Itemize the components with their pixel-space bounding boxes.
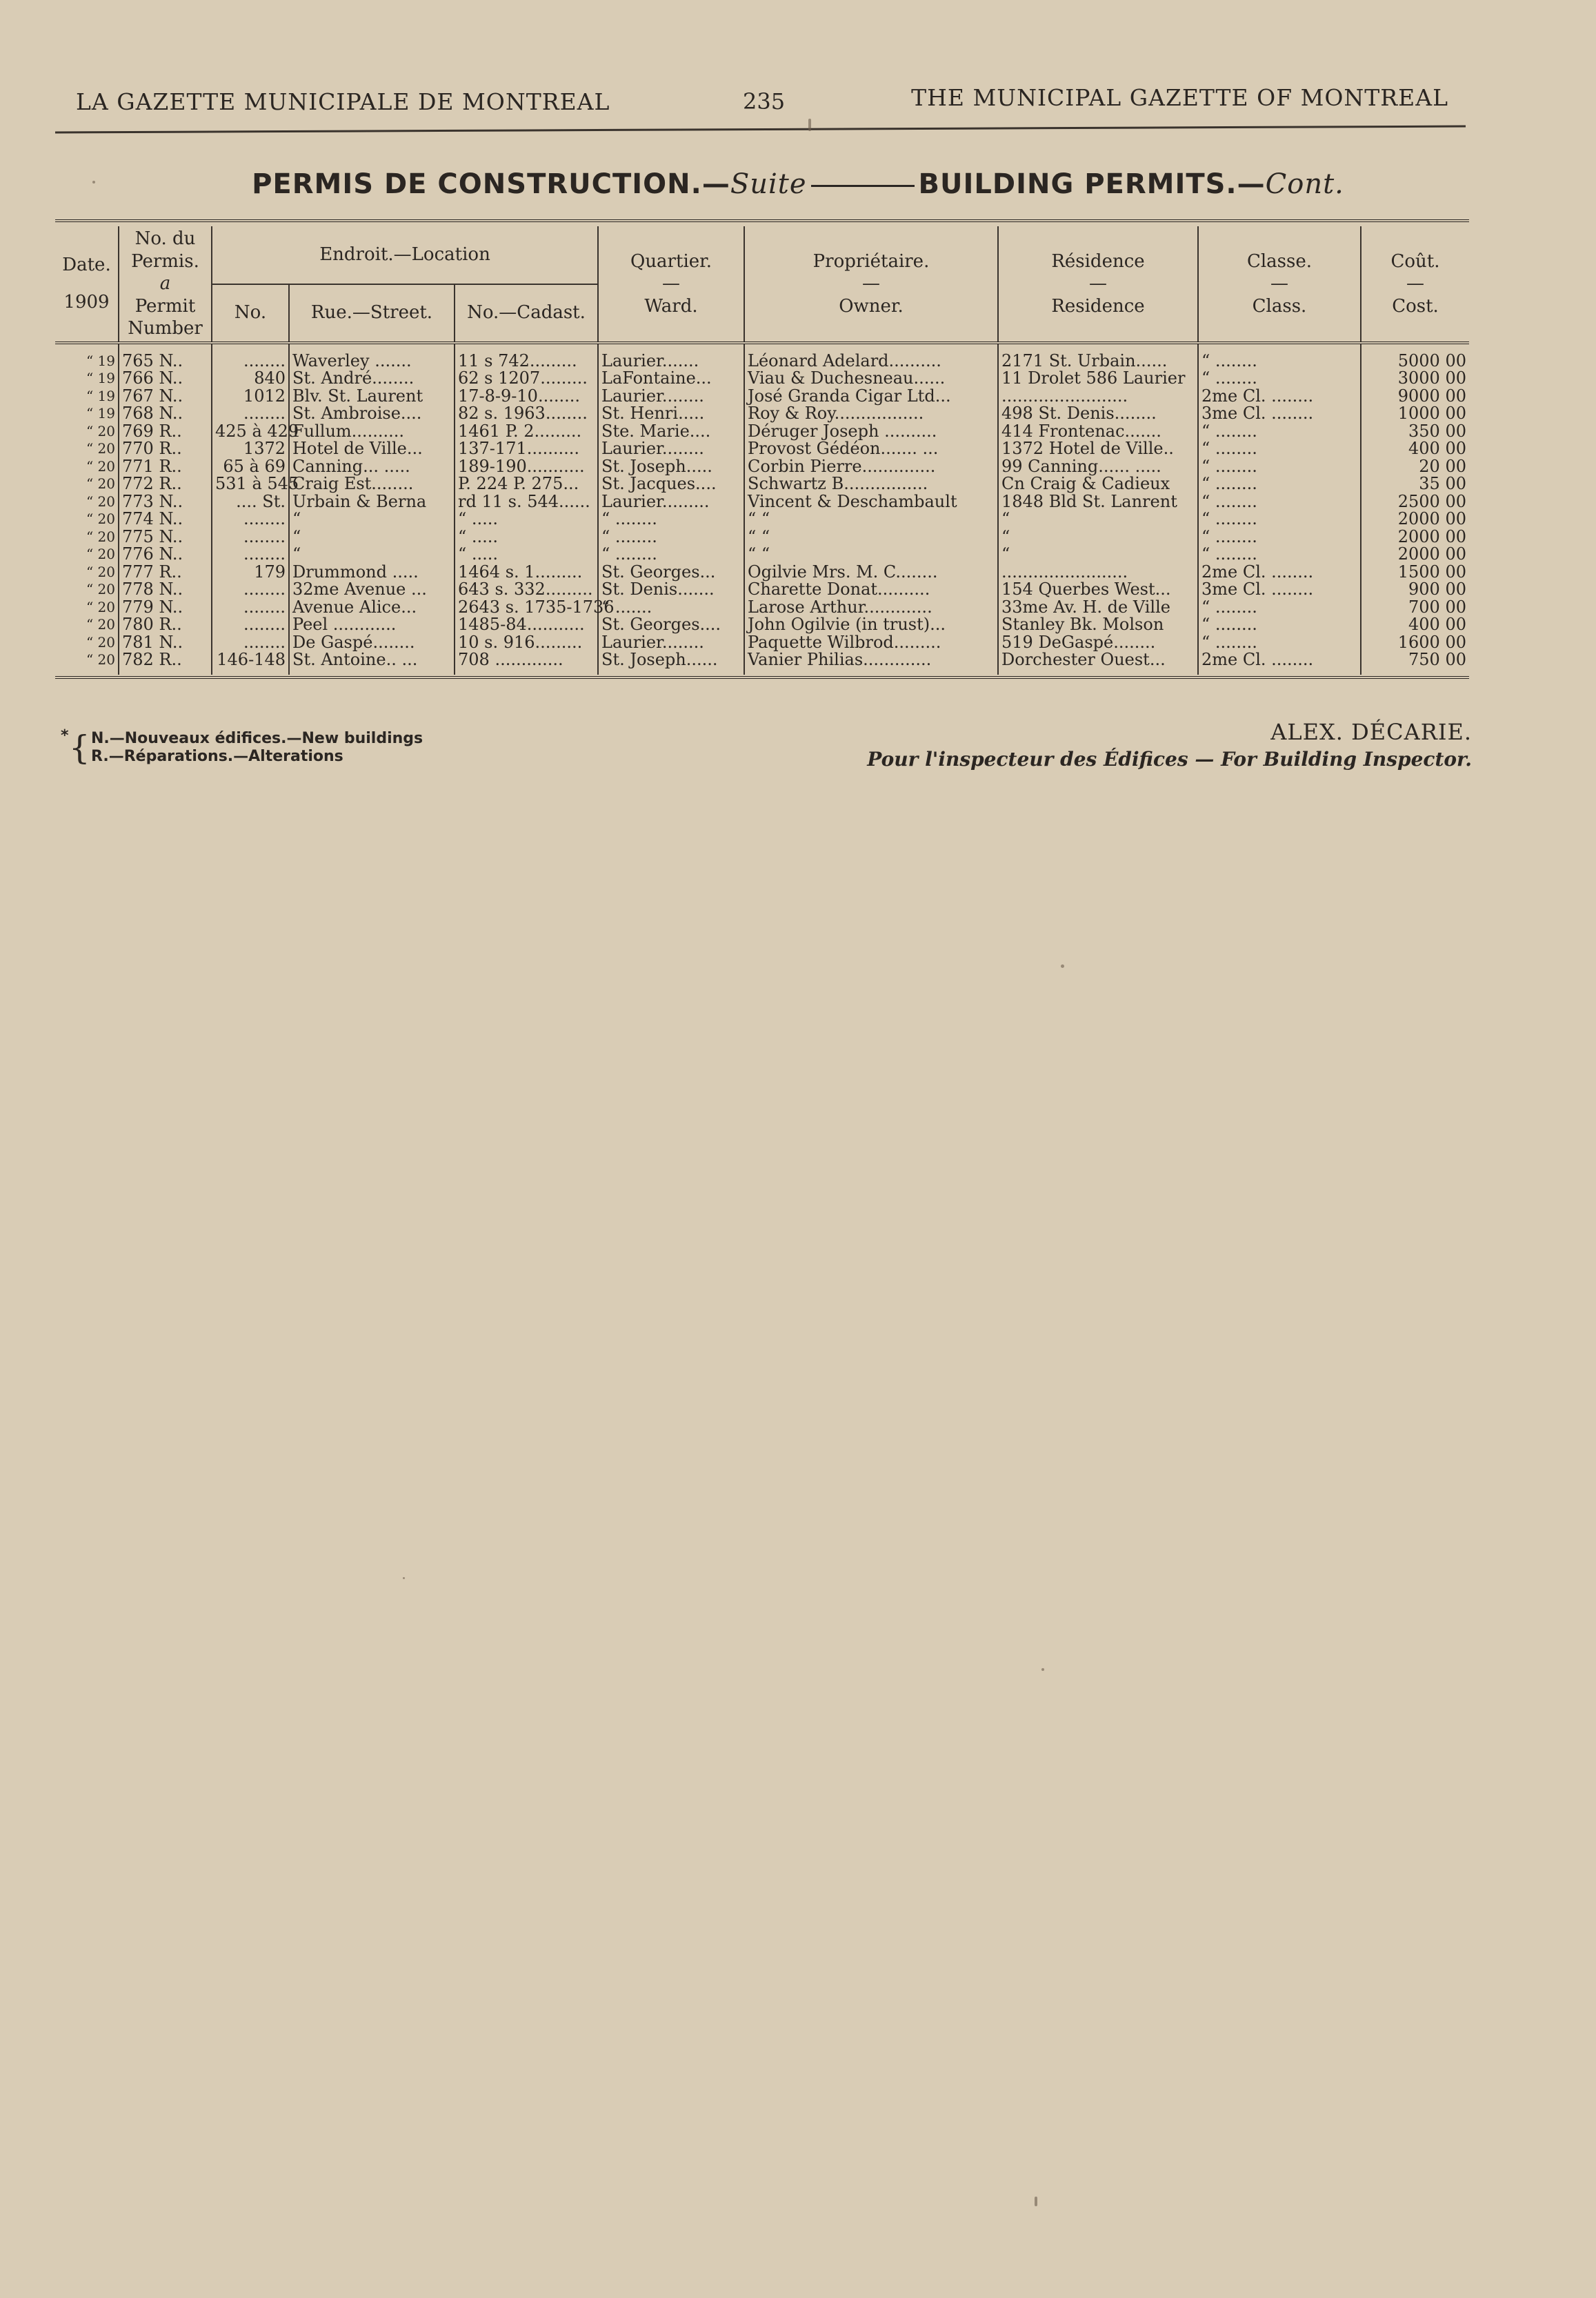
- street-cell: “: [289, 511, 455, 528]
- street-number-cell: 146-148: [212, 651, 289, 675]
- street-cell: St. André........: [289, 370, 455, 388]
- table-row: [55, 511, 1469, 528]
- table-row: [55, 405, 1469, 423]
- residence-cell: Dorchester Ouest...: [998, 651, 1198, 675]
- class-cell: “ ........: [1198, 511, 1361, 528]
- ward-cell: Laurier.........: [598, 493, 744, 511]
- cadastre-cell: “ .....: [455, 511, 598, 528]
- permit-number-cell: 766 N..: [119, 370, 212, 388]
- table-row: [55, 370, 1469, 388]
- ward-cell: St. Joseph......: [598, 651, 744, 675]
- table-row: [55, 440, 1469, 458]
- residence-cell: 1372 Hotel de Ville..: [998, 440, 1198, 458]
- date-cell: “ 19: [86, 352, 115, 369]
- class-cell: “ ........: [1198, 458, 1361, 476]
- cost-cell: 35 00: [1361, 475, 1469, 493]
- date-cell: “ 20: [86, 633, 115, 651]
- date-cell: “ 20: [86, 528, 115, 545]
- street-number-cell: 425 à 429: [212, 423, 289, 441]
- footnote-brace: {: [69, 729, 90, 767]
- cadastre-cell: 708 .............: [455, 651, 598, 675]
- table-row: [55, 564, 1469, 582]
- permit-number-cell: 771 R..: [119, 458, 212, 476]
- ward-cell: Laurier........: [598, 388, 744, 406]
- street-number-cell: 1012: [212, 388, 289, 406]
- residence-cell: “: [998, 511, 1198, 528]
- cost-cell: 20 00: [1361, 458, 1469, 476]
- date-cell: “ 20: [86, 511, 115, 527]
- cadastre-cell: 1464 s. 1.........: [455, 564, 598, 582]
- table-body: [55, 343, 1469, 675]
- date-cell: “ 20: [86, 475, 115, 492]
- street-number-cell: ........: [212, 599, 289, 617]
- permit-number-cell: 776 N..: [119, 546, 212, 564]
- date-cell: “ 19: [86, 405, 115, 422]
- street-cell: St. Ambroise....: [289, 405, 455, 423]
- footnote-new-buildings: N.—Nouveaux édifices.—New buildings: [91, 730, 423, 747]
- street-number-cell: ........: [212, 528, 289, 546]
- header-location: Endroit.—Location: [212, 226, 598, 284]
- street-number-cell: ........: [212, 405, 289, 423]
- permits-table: [55, 226, 1469, 675]
- cadastre-cell: rd 11 s. 544......: [455, 493, 598, 511]
- cadastre-cell: 17-8-9-10........: [455, 388, 598, 406]
- cost-cell: 900 00: [1361, 581, 1469, 599]
- cadastre-cell: 643 s. 332.........: [455, 581, 598, 599]
- table-row: [55, 546, 1469, 564]
- class-cell: 3me Cl. ........: [1198, 405, 1361, 423]
- street-number-cell: ........: [212, 616, 289, 634]
- cost-cell: 400 00: [1361, 616, 1469, 634]
- title-en-suffix: Cont.: [1265, 168, 1344, 200]
- permit-number-cell: 769 R..: [119, 423, 212, 441]
- date-cell: “ 20: [86, 651, 115, 668]
- class-cell: “ ........: [1198, 370, 1361, 388]
- class-cell: “ ........: [1198, 493, 1361, 511]
- street-cell: De Gaspé........: [289, 634, 455, 652]
- owner-cell: Ogilvie Mrs. M. C........: [744, 564, 998, 582]
- residence-cell: 11 Drolet 586 Laurier: [998, 370, 1198, 388]
- table-row: [55, 651, 1469, 675]
- residence-cell: ........................: [998, 388, 1198, 406]
- residence-cell: Stanley Bk. Molson: [998, 616, 1198, 634]
- permit-number-cell: 781 N..: [119, 634, 212, 652]
- permit-number-cell: 779 N..: [119, 599, 212, 617]
- ward-cell: Ste. Marie....: [598, 423, 744, 441]
- owner-cell: Charette Donat..........: [744, 581, 998, 599]
- table-row: [55, 599, 1469, 617]
- street-cell: Peel ............: [289, 616, 455, 634]
- permits-table-wrap: [55, 219, 1469, 683]
- paper-fleck: [1041, 1668, 1044, 1671]
- table-row: [55, 423, 1469, 441]
- owner-cell: Vincent & Deschambault: [744, 493, 998, 511]
- footnote: [61, 727, 423, 767]
- class-cell: “ ........: [1198, 634, 1361, 652]
- date-cell: “ 20: [86, 546, 115, 562]
- street-cell: 32me Avenue ...: [289, 581, 455, 599]
- header-rule: [55, 126, 1466, 134]
- cost-cell: 3000 00: [1361, 370, 1469, 388]
- table-row: [55, 493, 1469, 511]
- street-number-cell: ........: [212, 546, 289, 564]
- street-number-cell: ........: [212, 511, 289, 528]
- header-street: Rue.—Street.: [289, 284, 455, 343]
- permit-number-cell: 780 R..: [119, 616, 212, 634]
- ward-cell: “ .......: [598, 599, 744, 617]
- footnote-alterations: R.—Réparations.—Alterations: [91, 748, 343, 765]
- table-row: [55, 458, 1469, 476]
- table-bottom-rule: [55, 676, 1469, 683]
- cadastre-cell: 62 s 1207.........: [455, 370, 598, 388]
- ward-cell: St. Jacques....: [598, 475, 744, 493]
- street-cell: Craig Est........: [289, 475, 455, 493]
- cost-cell: 350 00: [1361, 423, 1469, 441]
- paper-fleck: [1061, 964, 1064, 968]
- cadastre-cell: 137-171..........: [455, 440, 598, 458]
- table-row: [55, 388, 1469, 406]
- header-cadast: No.—Cadast.: [455, 284, 598, 343]
- street-cell: Fullum..........: [289, 423, 455, 441]
- cadastre-cell: 1461 P. 2.........: [455, 423, 598, 441]
- cadastre-cell: 82 s. 1963........: [455, 405, 598, 423]
- title-fr-suffix: Suite: [730, 168, 807, 200]
- owner-cell: José Granda Cigar Ltd...: [744, 388, 998, 406]
- class-cell: “ ........: [1198, 616, 1361, 634]
- date-cell: “ 20: [86, 440, 115, 457]
- cadastre-cell: “ .....: [455, 528, 598, 546]
- date-cell: “ 20: [86, 422, 115, 439]
- cost-cell: 1500 00: [1361, 564, 1469, 582]
- paper-fleck: [808, 119, 811, 131]
- ward-cell: “ ........: [598, 511, 744, 528]
- title-dash: [811, 185, 915, 187]
- owner-cell: Léonard Adelard..........: [744, 343, 998, 370]
- owner-cell: Vanier Philias.............: [744, 651, 998, 675]
- header-right-title: THE MUNICIPAL GAZETTE OF MONTREAL: [911, 84, 1448, 111]
- street-number-cell: 1372: [212, 440, 289, 458]
- permit-number-cell: 770 R..: [119, 440, 212, 458]
- street-number-cell: ........: [212, 343, 289, 370]
- owner-cell: “ “: [744, 511, 998, 528]
- owner-cell: Viau & Duchesneau......: [744, 370, 998, 388]
- street-cell: Canning... .....: [289, 458, 455, 476]
- permit-number-cell: 773 N..: [119, 493, 212, 511]
- owner-cell: Paquette Wilbrod.........: [744, 634, 998, 652]
- date-cell: “ 20: [86, 563, 115, 580]
- signature-name: ALEX. DÉCARIE.: [1270, 719, 1472, 745]
- header-class: Classe. — Class.: [1198, 226, 1361, 343]
- cost-cell: 2000 00: [1361, 511, 1469, 528]
- table-row: [55, 616, 1469, 634]
- permit-number-cell: 772 R..: [119, 475, 212, 493]
- permit-number-cell: 767 N..: [119, 388, 212, 406]
- cadastre-cell: P. 224 P. 275...: [455, 475, 598, 493]
- ward-cell: Laurier.......: [598, 343, 744, 370]
- owner-cell: Provost Gédéon....... ...: [744, 440, 998, 458]
- paper-fleck: [92, 181, 95, 184]
- title-en: BUILDING PERMITS.—: [918, 168, 1266, 200]
- ward-cell: Laurier........: [598, 634, 744, 652]
- residence-cell: “: [998, 546, 1198, 564]
- header-left-title: LA GAZETTE MUNICIPALE DE MONTREAL: [76, 88, 610, 115]
- date-cell: “ 20: [86, 598, 115, 615]
- owner-cell: Corbin Pierre..............: [744, 458, 998, 476]
- residence-cell: 414 Frontenac.......: [998, 423, 1198, 441]
- cadastre-cell: 10 s. 916.........: [455, 634, 598, 652]
- cost-cell: 2000 00: [1361, 528, 1469, 546]
- header-permit: No. du Permis. a Permit Number: [119, 226, 212, 343]
- residence-cell: 1848 Bld St. Lanrent: [998, 493, 1198, 511]
- ward-cell: St. Georges....: [598, 616, 744, 634]
- residence-cell: 154 Querbes West...: [998, 581, 1198, 599]
- cadastre-cell: “ .....: [455, 546, 598, 564]
- table-header: [55, 226, 1469, 343]
- cadastre-cell: 11 s 742.........: [455, 343, 598, 370]
- street-cell: “: [289, 546, 455, 564]
- class-cell: 2me Cl. ........: [1198, 388, 1361, 406]
- date-cell: “ 20: [86, 457, 115, 475]
- header-owner: Propriétaire. — Owner.: [744, 226, 998, 343]
- footnote-marker: *: [61, 727, 69, 744]
- table-row: [55, 581, 1469, 599]
- class-cell: “ ........: [1198, 599, 1361, 617]
- class-cell: “ ........: [1198, 343, 1361, 370]
- residence-cell: Cn Craig & Cadieux: [998, 475, 1198, 493]
- owner-cell: John Ogilvie (in trust)...: [744, 616, 998, 634]
- ward-cell: St. Denis.......: [598, 581, 744, 599]
- class-cell: 3me Cl. ........: [1198, 581, 1361, 599]
- ward-cell: Laurier........: [598, 440, 744, 458]
- class-cell: “ ........: [1198, 528, 1361, 546]
- paper-fleck: [403, 1577, 405, 1579]
- ward-cell: St. Henri.....: [598, 405, 744, 423]
- owner-cell: Déruger Joseph ..........: [744, 423, 998, 441]
- table-row: [55, 528, 1469, 546]
- date-cell: “ 20: [86, 493, 115, 510]
- cost-cell: 9000 00: [1361, 388, 1469, 406]
- permit-number-cell: 768 N..: [119, 405, 212, 423]
- class-cell: “ ........: [1198, 546, 1361, 564]
- cost-cell: 400 00: [1361, 440, 1469, 458]
- street-cell: Hotel de Ville...: [289, 440, 455, 458]
- header-no: No.: [212, 284, 289, 343]
- street-cell: Urbain & Berna: [289, 493, 455, 511]
- residence-cell: 33me Av. H. de Ville: [998, 599, 1198, 617]
- running-head: [76, 84, 1448, 123]
- cost-cell: 1000 00: [1361, 405, 1469, 423]
- date-cell: “ 20: [86, 616, 115, 633]
- ward-cell: “ ........: [598, 528, 744, 546]
- cadastre-cell: 1485-84...........: [455, 616, 598, 634]
- cost-cell: 2000 00: [1361, 546, 1469, 564]
- street-number-cell: 179: [212, 564, 289, 582]
- ward-cell: St. Georges...: [598, 564, 744, 582]
- street-number-cell: .... St.: [212, 493, 289, 511]
- table-row: [55, 475, 1469, 493]
- class-cell: “ ........: [1198, 475, 1361, 493]
- cadastre-cell: 2643 s. 1735-1736: [455, 599, 598, 617]
- street-number-cell: 840: [212, 370, 289, 388]
- header-cost: Coût. — Cost.: [1361, 226, 1469, 343]
- residence-cell: 519 DeGaspé........: [998, 634, 1198, 652]
- date-cell: “ 19: [86, 387, 115, 404]
- permit-number-cell: 782 R..: [119, 651, 212, 675]
- permit-number-cell: 777 R..: [119, 564, 212, 582]
- date-cell: “ 20: [86, 581, 115, 597]
- table-row: [55, 343, 1469, 370]
- owner-cell: “ “: [744, 546, 998, 564]
- table-row: [55, 634, 1469, 652]
- street-number-cell: 531 à 545: [212, 475, 289, 493]
- paper-fleck: [1035, 2197, 1037, 2206]
- signature-title: Pour l'inspecteur des Édifices — For Building Inspector.: [867, 748, 1472, 771]
- owner-cell: Schwartz B................: [744, 475, 998, 493]
- ward-cell: “ ........: [598, 546, 744, 564]
- cost-cell: 1600 00: [1361, 634, 1469, 652]
- permit-number-cell: 778 N..: [119, 581, 212, 599]
- class-cell: “ ........: [1198, 440, 1361, 458]
- street-cell: Avenue Alice...: [289, 599, 455, 617]
- table-top-rule: [55, 219, 1469, 226]
- header-ward: Quartier. — Ward.: [598, 226, 744, 343]
- ward-cell: LaFontaine...: [598, 370, 744, 388]
- residence-cell: 2171 St. Urbain......: [998, 343, 1198, 370]
- street-cell: “: [289, 528, 455, 546]
- street-number-cell: ........: [212, 634, 289, 652]
- class-cell: 2me Cl. ........: [1198, 651, 1361, 675]
- residence-cell: ........................: [998, 564, 1198, 582]
- owner-cell: “ “: [744, 528, 998, 546]
- permit-number-cell: 775 N..: [119, 528, 212, 546]
- page-number: 235: [743, 88, 786, 115]
- owner-cell: Larose Arthur.............: [744, 599, 998, 617]
- cost-cell: 700 00: [1361, 599, 1469, 617]
- cadastre-cell: 189-190...........: [455, 458, 598, 476]
- class-cell: “ ........: [1198, 423, 1361, 441]
- date-cell: “ 19: [86, 370, 115, 386]
- street-cell: Drummond .....: [289, 564, 455, 582]
- street-cell: Blv. St. Laurent: [289, 388, 455, 406]
- header-date: Date. 1909: [62, 254, 111, 313]
- street-number-cell: ........: [212, 581, 289, 599]
- residence-cell: 498 St. Denis........: [998, 405, 1198, 423]
- street-number-cell: 65 à 69: [212, 458, 289, 476]
- residence-cell: “: [998, 528, 1198, 546]
- permit-number-cell: 774 N..: [119, 511, 212, 528]
- street-cell: St. Antoine.. ...: [289, 651, 455, 675]
- cost-cell: 5000 00: [1361, 343, 1469, 370]
- cost-cell: 2500 00: [1361, 493, 1469, 511]
- cost-cell: 750 00: [1361, 651, 1469, 675]
- class-cell: 2me Cl. ........: [1198, 564, 1361, 582]
- page-title: [0, 168, 1596, 200]
- ward-cell: St. Joseph.....: [598, 458, 744, 476]
- street-cell: Waverley .......: [289, 343, 455, 370]
- title-fr: PERMIS DE CONSTRUCTION.—: [252, 168, 730, 200]
- residence-cell: 99 Canning...... .....: [998, 458, 1198, 476]
- header-residence: Résidence — Residence: [998, 226, 1198, 343]
- owner-cell: Roy & Roy.................: [744, 405, 998, 423]
- permit-number-cell: 765 N..: [119, 343, 212, 370]
